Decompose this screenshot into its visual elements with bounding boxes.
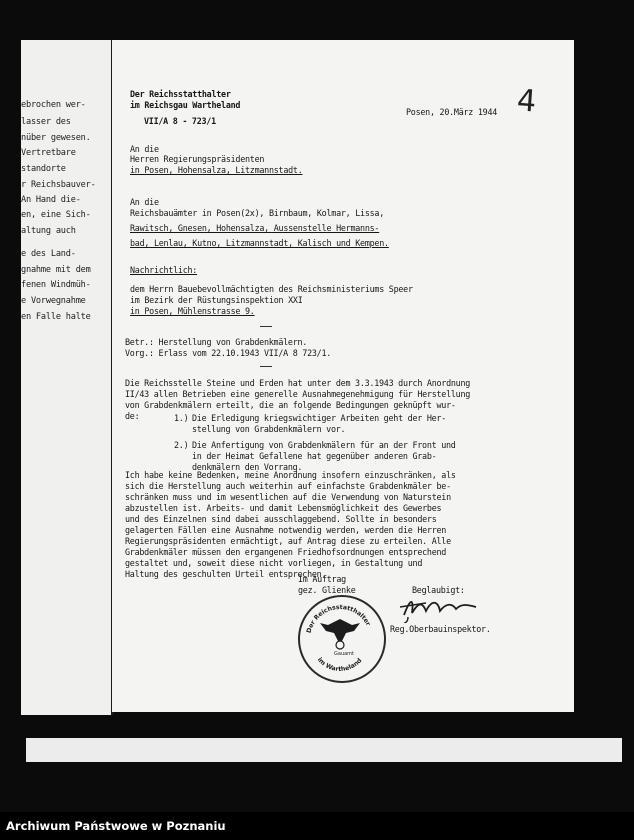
fragment-line: fenen Windmüh-	[21, 280, 91, 290]
seal-bottom-text: im Wartheland	[315, 656, 364, 674]
fragment-line: en, eine Sich-	[21, 210, 91, 220]
recipient-line: Reichsbauämter in Posen(2x), Birnbaum, Kolmar, Lissa,	[130, 208, 384, 218]
separator-dash	[260, 326, 272, 327]
fragment-line: An Hand die-	[21, 195, 81, 205]
archive-name: Archiwum Państwowe w Poznaniu	[6, 819, 226, 833]
condition-number: 2.)	[174, 440, 189, 450]
sender-line: im Reichsgau Wartheland	[130, 100, 241, 110]
condition-line: Die Anfertigung von Grabdenkmälern für an der Front und	[192, 440, 456, 450]
archive-footer	[0, 812, 634, 840]
fragment-line: r Reichsbauver-	[21, 180, 96, 190]
body-line: Grabdenkmäler müssen den ergangenen Friedhofsordnungen entsprechend	[125, 547, 447, 557]
body-line: de:	[125, 411, 140, 421]
seal-top-text: Der Reichsstatthalter	[305, 603, 372, 634]
copy-line: im Bezirk der Rüstungsinspektion XXI	[130, 295, 303, 305]
recipient-line: An die	[130, 197, 159, 207]
eagle-emblem	[320, 619, 360, 649]
body-line: schränken muss und im wesentlichen auf die Verwendung von Naturstein	[125, 492, 451, 502]
certification-label: Beglaubigt:	[412, 585, 465, 595]
fragment-line: altung auch	[21, 226, 76, 236]
letter-page	[112, 40, 574, 712]
fragment-line: ebrochen wer-	[21, 100, 86, 110]
fragment-line: gnahme mit dem	[21, 265, 91, 275]
condition-line: in der Heimat Gefallene hat gegenüber anderen Grab-	[192, 451, 437, 461]
recipient-line: Rawitsch, Gnesen, Hohensalza, Aussenstelle Hermanns-	[130, 223, 380, 233]
fragment-line: nüber gewesen.	[21, 133, 91, 143]
separator-dash	[260, 366, 272, 367]
body-line: Regierungspräsidenten ermächtigt, auf Antrag diese zu erteilen. Alle	[125, 536, 451, 546]
body-line: gelagerten Fällen eine Ausnahme notwendig werden, werden die Herren	[125, 525, 447, 535]
fragment-line: en Falle halte	[21, 312, 91, 322]
place-date: Posen, 20.März 1944	[406, 107, 498, 117]
copy-line: dem Herrn Bauebevollmächtigten des Reichsministeriums Speer	[130, 284, 413, 294]
previous-page-fragment	[21, 40, 114, 715]
handwritten-signature	[396, 593, 486, 623]
recipient-line: bad, Lenlau, Kutno, Litzmannstadt, Kalisch und Kempen.	[130, 238, 389, 248]
body-line: Ich habe keine Bedenken, meine Anordnung insofern einzuschränken, als	[125, 470, 456, 480]
body-line: Die Reichsstelle Steine und Erden hat unter dem 3.3.1943 durch Anordnung	[125, 378, 471, 388]
recipient-line: Herren Regierungspräsidenten	[130, 154, 265, 164]
condition-line: denkmälern den Vorrang.	[192, 462, 303, 472]
fragment-line: standorte	[21, 164, 66, 174]
recipient-line: in Posen, Hohensalza, Litzmannstadt.	[130, 165, 303, 175]
official-seal	[298, 595, 386, 683]
condition-line: stellung von Grabdenkmälern vor.	[192, 424, 346, 434]
seal-mid-text: Gauamt	[334, 651, 355, 657]
body-line: von Grabdenkmälern erteilt, die an folgende Bedingungen geknüpft wur-	[125, 400, 456, 410]
body-line: abzustellen ist. Arbeits- und damit Lebensmöglichkeit des Gewerbes	[125, 503, 442, 513]
svg-text:im Wartheland	[316, 656, 364, 673]
body-line: sich die Herstellung auch weiterhin auf einfachste Grabdenkmäler be-	[125, 481, 451, 491]
copy-line: in Posen, Mühlenstrasse 9.	[130, 306, 255, 316]
sender-line: Der Reichsstatthalter	[130, 89, 231, 99]
handwritten-page-number: 4	[515, 83, 538, 120]
body-line: gestaltet und, soweit diese nicht vorliegen, in Gestaltung und	[125, 558, 423, 568]
copy-heading: Nachrichtlich:	[130, 265, 198, 275]
fragment-line: Vertretbare	[21, 148, 76, 158]
condition-line: Die Erledigung kriegswichtiger Arbeiten geht der Her-	[192, 413, 446, 423]
subject-line: Vorg.: Erlass vom 22.10.1943 VII/A 8 723/1.	[125, 348, 332, 358]
recipient-line: An die	[130, 144, 159, 154]
condition-number: 1.)	[174, 413, 189, 423]
scanner-edge-strip	[26, 738, 622, 762]
signature-line: gez. Glienke	[298, 585, 356, 595]
fragment-line: lasser des	[21, 117, 71, 127]
signature-line: Im Auftrag	[298, 574, 346, 584]
file-reference: VII/A 8 - 723/1	[144, 116, 216, 126]
subject-line: Betr.: Herstellung von Grabdenkmälern.	[125, 337, 308, 347]
body-line: II/43 allen Betrieben eine generelle Ausnahmegenehmigung für Herstellung	[125, 389, 471, 399]
fragment-line: e Vorwegnahme	[21, 296, 86, 306]
official-title: Reg.Oberbauinspektor.	[390, 624, 491, 634]
seal-ring	[298, 595, 382, 679]
body-line: Haltung des geschulten Urteil entsprechen.	[125, 569, 327, 579]
fragment-line: e des Land-	[21, 249, 76, 259]
body-line: und des Einzelnen sind dabei ausschlaggebend. Sollte in besonders	[125, 514, 437, 524]
